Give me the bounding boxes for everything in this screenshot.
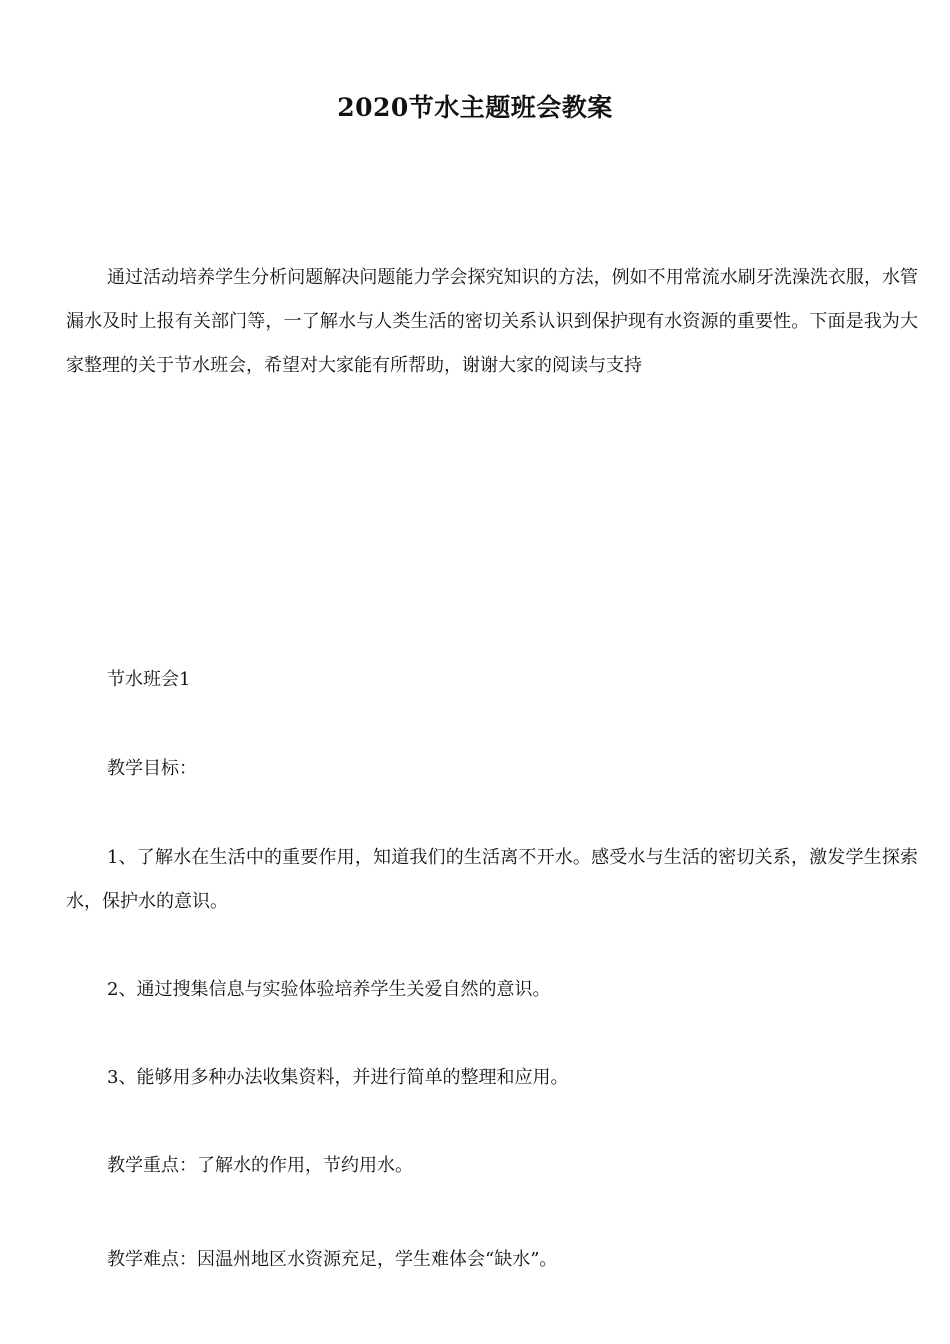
objective-item-3: 3、能够用多种办法收集资料，并进行简单的整理和应用。 <box>107 1067 569 1088</box>
intro-paragraph: 通过活动培养学生分析问题解决问题能力学会探究知识的方法，例如不用常流水刷牙洗澡洗衣服，水管漏水及时上报有关部门等，一了解水与人类生活的密切关系认识到保护现有水资源的重要性。下面是我为大家整理的关于节水班会，希望对大家能有所帮助，谢谢大家的阅读与支持 <box>66 267 918 376</box>
objective-item-1: 1、了解水在生活中的重要作用，知道我们的生活离不开水。感受水与生活的密切关系，激发学生探索水，保护水的意识。 <box>66 847 918 912</box>
objectives-label: 教学目标： <box>107 758 197 779</box>
difficulty: 教学难点：因温州地区水资源充足，学生难体会“缺水”。 <box>107 1249 558 1270</box>
key-point: 教学重点：了解水的作用，节约用水。 <box>107 1155 413 1176</box>
objective-item-2: 2、通过搜集信息与实验体验培养学生关爱自然的意识。 <box>107 979 551 1000</box>
section-heading: 节水班会1 <box>107 669 191 690</box>
document-title: 2020节水主题班会教案 <box>337 93 613 122</box>
